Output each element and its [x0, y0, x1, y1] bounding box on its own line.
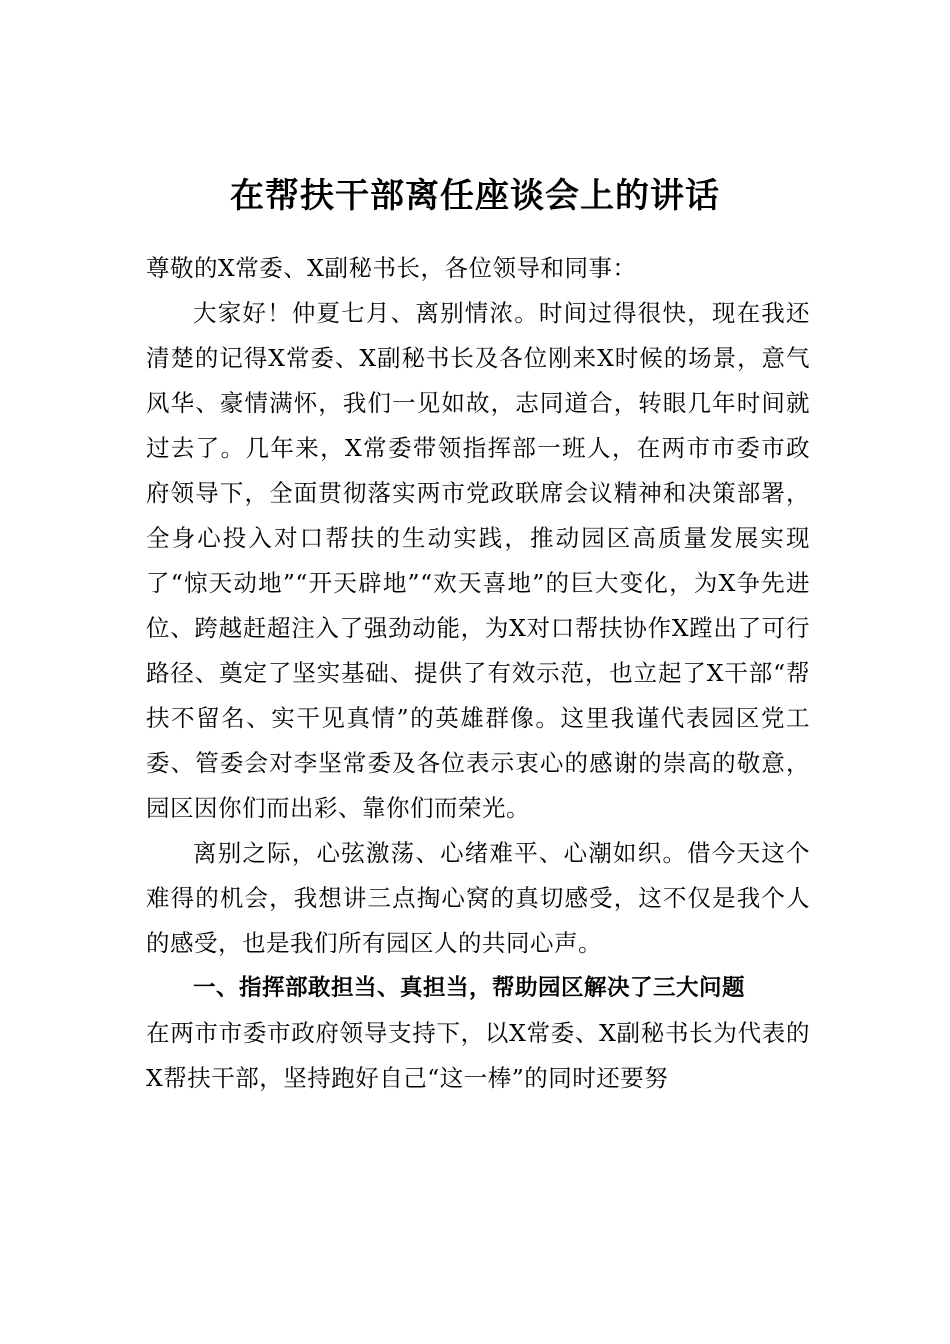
section-paragraph: 在两市市委市政府领导支持下，以X常委、X副秘书长为代表的X帮扶干部，坚持跑好自己“这一棒”的同时还要努 [146, 1019, 810, 1092]
section-heading: 一、指挥部敢担当、真担当，帮助园区解决了三大问题 [193, 975, 746, 1001]
salutation: 尊敬的X常委、X副秘书长，各位领导和同事： [146, 254, 637, 282]
document-body [146, 246, 810, 1101]
paragraph-farewell: 离别之际，心弦激荡、心绪难平、心潮如织。借今天这个难得的机会，我想讲三点掏心窝的真切感受，这不仅是我个人的感受，也是我们所有园区人的共同心声。 [146, 839, 810, 957]
paragraph-opening: 大家好！仲夏七月、离别情浓。时间过得很快，现在我还清楚的记得X常委、X副秘书长及各位刚来X时候的场景，意气风华、豪情满怀，我们一见如故，志同道合，转眼几年时间就过去了。几年来，X常委带领指挥部一班人，在两市市委市政府领导下，全面贯彻落实两市党政联席会议精神和决策部署，全身心投入对口帮扶的生动实践，推动园区高质量发展实现了“惊天动地”“开天辟地”“欢天喜地”的巨大变化，为X争先进位、跨越赶超注入了强劲动能，为X对口帮扶协作X蹚出了可行路径、奠定了坚实基础、提供了有效示范，也立起了X干部“帮扶不留名、实干见真情”的英雄群像。这里我谨代表园区党工委、管委会对李坚常委及各位表示衷心的感谢的崇高的敬意，园区因你们而出彩、靠你们而荣光。 [146, 299, 810, 822]
document-title: 在帮扶干部离任座谈会上的讲话 [230, 176, 720, 216]
